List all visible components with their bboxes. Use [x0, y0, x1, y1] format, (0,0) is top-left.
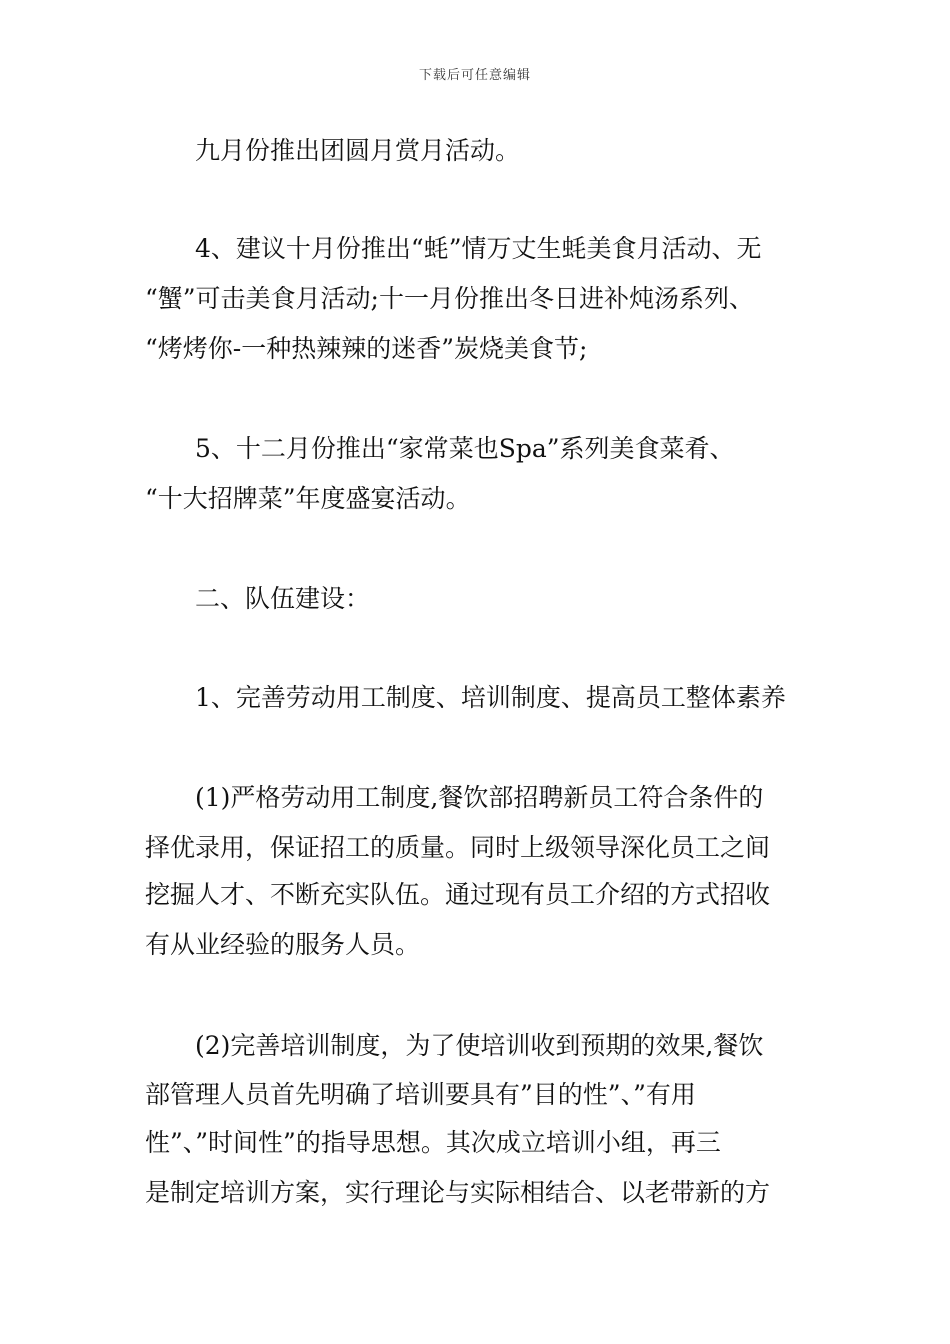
paragraph-line: “十大招牌菜”年度盛宴活动。 [145, 484, 471, 513]
page-header: 下载后可任意编辑 [418, 68, 531, 83]
paragraph-line: 5、十二月份推出“家常菜也Spa”系列美食菜肴、 [145, 434, 735, 463]
paragraph-line: 挖掘人才、不断充实队伍。通过现有员工介绍的方式招收 [145, 880, 771, 909]
paragraph-line: 有从业经验的服务人员。 [145, 930, 421, 959]
subsection-heading: 1、完善劳动用工制度、培训制度、提高员工整体素养 [145, 683, 786, 712]
paragraph-line: 性”、”时间性”的指导思想。其次成立培训小组，再三 [145, 1128, 721, 1157]
section-heading: 二、队伍建设： [145, 584, 371, 613]
paragraph-line: 4、建议十月份推出“蚝”情万丈生蚝美食月活动、无 [145, 234, 762, 263]
paragraph-line: (1)严格劳动用工制度,餐饮部招聘新员工符合条件的 [145, 783, 764, 812]
paragraph-line: “烤烤你-一种热辣辣的迷香”炭烧美食节; [145, 334, 588, 363]
paragraph-line: 九月份推出团圆月赏月活动。 [145, 136, 521, 165]
paragraph-line: 择优录用，保证招工的质量。同时上级领导深化员工之间 [145, 833, 771, 862]
paragraph-line: “蟹”可击美食月活动;十一月份推出冬日进补炖汤系列、 [145, 284, 754, 313]
paragraph-line: 是制定培训方案，实行理论与实际相结合、以老带新的方 [145, 1178, 771, 1207]
paragraph-line: (2)完善培训制度，为了使培训收到预期的效果,餐饮 [145, 1031, 764, 1060]
paragraph-line: 部管理人员首先明确了培训要具有”目的性”、”有用 [145, 1080, 696, 1109]
